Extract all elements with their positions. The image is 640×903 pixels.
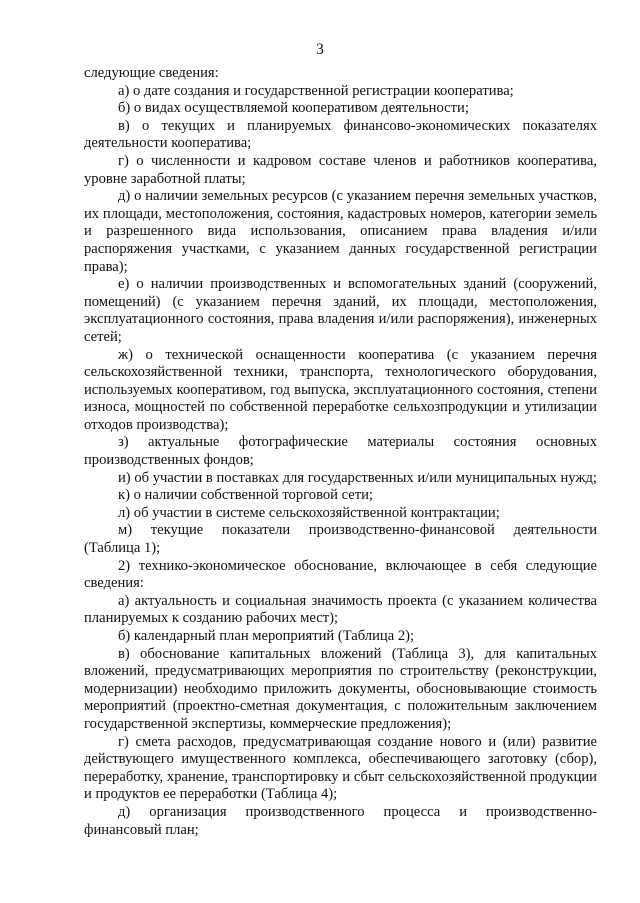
- paragraph-intro: следующие сведения:: [84, 65, 219, 81]
- paragraph-item-v: в) о текущих и планируемых финансово-экономических показателях деятельности кооператива;: [84, 117, 597, 152]
- paragraph-item-d: д) о наличии земельных ресурсов (с указанием перечня земельных участков, их площади, местоположения, состояния, кадастровых номеров, категории земель и разрешенного вида использования, описанием права владения и/или распоряжения участками, с указанием данных государственной регистрации права);: [84, 188, 597, 275]
- paragraph-item-2a: а) актуальность и социальная значимость проекта (с указанием количества планируемых к созданию рабочих мест);: [84, 592, 597, 627]
- paragraph-item-z: з) актуальные фотографические материалы состояния основных производственных фондов;: [84, 434, 597, 469]
- paragraph-item-e: е) о наличии производственных и вспомогательных зданий (сооружений, помещений) (с указанием перечня зданий, их площади, местоположения, эксплуатационного состояния, права владения и/или распоряжения), инженерных сетей;: [84, 276, 597, 345]
- paragraph-item-2d: д) организация производственного процесса и производственно-финансовый план;: [84, 803, 597, 838]
- paragraph-item-2g: г) смета расходов, предусматривающая создание нового и (или) развитие действующего имущественного комплекса, обеспечивающего заготовку (сбор), переработку, хранение, транспортировку и сбыт сельскохозяйственной продукции и продуктов ее переработки (Таблица 4);: [84, 733, 597, 803]
- page-number: 3: [316, 41, 324, 58]
- paragraph-item-m: м) текущие показатели производственно-финансовой деятельности (Таблица 1);: [84, 522, 597, 557]
- paragraph-item-k: к) о наличии собственной торговой сети;: [118, 487, 373, 504]
- paragraph-item-l: л) об участии в системе сельскохозяйственной контрактации;: [118, 504, 500, 521]
- paragraph-item-i: и) об участии в поставках для государственных и/или муниципальных нужд;: [118, 469, 597, 486]
- paragraph-item-2v: в) обоснование капитальных вложений (Таблица 3), для капитальных вложений, предусматривающих мероприятия по строительству (реконструкции, модернизации) необходимо приложить документы, обосновывающие стоимость мероприятий (проектно-сметная документация, с положительным заключением государственной экспертизы, коммерческие предложения);: [84, 645, 597, 732]
- paragraph-section-2: 2) технико-экономическое обоснование, включающее в себя следующие сведения:: [84, 557, 597, 592]
- paragraph-item-a: а) о дате создания и государственной регистрации кооператива;: [118, 82, 514, 99]
- paragraph-item-zh: ж) о технической оснащенности кооператива (с указанием перечня сельскохозяйственной техники, транспорта, технологического оборудования, используемых кооперативом, год выпуска, эксплуатационного состояния, степени износа, мощностей по собственной переработке сельхозпродукции и утилизации отходов производства);: [84, 346, 597, 433]
- paragraph-item-b: б) о видах осуществляемой кооперативом деятельности;: [118, 100, 469, 117]
- paragraph-item-2b: б) календарный план мероприятий (Таблица 2);: [118, 628, 415, 644]
- document-body: [84, 65, 597, 839]
- paragraph-item-g: г) о численности и кадровом составе членов и работников кооператива, уровне заработной платы;: [84, 152, 597, 187]
